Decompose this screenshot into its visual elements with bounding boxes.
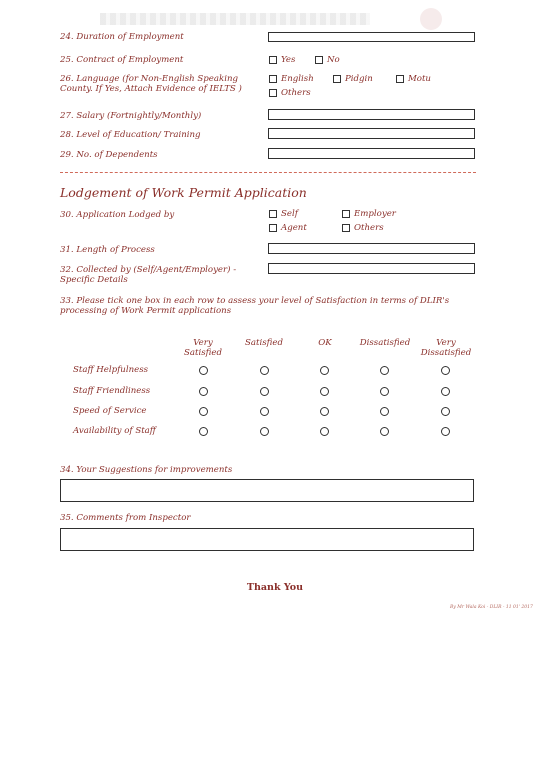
contract-yes-label: Yes (281, 55, 296, 65)
contract-no-label: No (327, 55, 340, 65)
staff-helpfulness-satisfied-radio[interactable] (260, 366, 269, 375)
thank-you-text: Thank You (246, 582, 304, 593)
q27-label: 27. Salary (Fortnightly/Monthly) (60, 111, 202, 121)
q35-label: 35. Comments from Inspector (60, 513, 191, 523)
language-pidgin-label: Pidgin (345, 74, 373, 84)
q31-label: 31. Length of Process (60, 245, 155, 255)
column-satisfied-line1: Satisfied (245, 338, 283, 348)
footnote: By Mr Wala Koi - DLIR - 11 01' 2017 (450, 605, 533, 610)
column-dissatisfied (354, 338, 416, 348)
staff-friendliness-very-satisfied-radio[interactable] (199, 387, 208, 396)
dependents-field[interactable] (268, 148, 475, 159)
staff-helpfulness-very-dissatisfied-radio[interactable] (441, 366, 450, 375)
contract-yes-checkbox[interactable] (269, 56, 277, 64)
speed-of-service-very-satisfied-radio[interactable] (199, 407, 208, 416)
contract-no-checkbox[interactable] (315, 56, 323, 64)
column-very-dissatisfied-line1: Very (436, 338, 456, 348)
staff-helpfulness-dissatisfied-radio[interactable] (380, 366, 389, 375)
q33-label-line2: processing of Work Permit applications (60, 306, 232, 316)
duration-of-employment-field[interactable] (268, 32, 475, 42)
staff-friendliness-very-dissatisfied-radio[interactable] (441, 387, 450, 396)
lodged-agent-checkbox[interactable] (269, 224, 277, 232)
language-english-label: English (281, 74, 314, 84)
speed-of-service-very-dissatisfied-radio[interactable] (441, 407, 450, 416)
bleed-through-header (100, 13, 370, 25)
q33-label-line1: 33. Please tick one box in each row to assess your level of Satisfaction in terms of DLIR's (60, 296, 450, 306)
language-pidgin-checkbox[interactable] (333, 75, 341, 83)
bleed-through-logo (420, 8, 442, 30)
q34-label: 34. Your Suggestions for improvements (60, 465, 233, 475)
q28-label: 28. Level of Education/ Training (60, 130, 201, 140)
inspector-comments-textarea[interactable] (60, 528, 474, 551)
lodged-self-checkbox[interactable] (269, 210, 277, 218)
section-title: Lodgement of Work Permit Application (60, 185, 307, 200)
column-ok-line1: OK (318, 338, 332, 348)
availability-of-staff-satisfied-radio[interactable] (260, 427, 269, 436)
column-very-satisfied (178, 338, 228, 358)
availability-of-staff-very-dissatisfied-radio[interactable] (441, 427, 450, 436)
q29-label: 29. No. of Dependents (60, 150, 158, 160)
q32-label-line2: Specific Details (60, 275, 128, 285)
lodged-agent-label: Agent (281, 223, 307, 233)
language-english-checkbox[interactable] (269, 75, 277, 83)
staff-friendliness-satisfied-radio[interactable] (260, 387, 269, 396)
salary-field[interactable] (268, 109, 475, 120)
q26-label-line1: 26. Language (for Non-English Speaking (60, 74, 238, 84)
q30-label: 30. Application Lodged by (60, 210, 175, 220)
availability-of-staff-dissatisfied-radio[interactable] (380, 427, 389, 436)
language-others-label: Others (281, 88, 311, 98)
staff-friendliness-dissatisfied-radio[interactable] (380, 387, 389, 396)
collected-by-field[interactable] (268, 263, 475, 274)
lodged-employer-checkbox[interactable] (342, 210, 350, 218)
section-divider (60, 172, 476, 173)
length-of-process-field[interactable] (268, 243, 475, 254)
rating-row-label: Availability of Staff (73, 426, 156, 436)
lodged-self-label: Self (281, 209, 298, 219)
language-motu-checkbox[interactable] (396, 75, 404, 83)
column-dissatisfied-line1: Dissatisfied (359, 338, 411, 348)
column-very-satisfied-line2: Satisfied (184, 348, 222, 358)
staff-friendliness-ok-radio[interactable] (320, 387, 329, 396)
q32-label-line1: 32. Collected by (Self/Agent/Employer) - (60, 265, 237, 275)
rating-row-label: Staff Friendliness (73, 386, 151, 396)
staff-helpfulness-ok-radio[interactable] (320, 366, 329, 375)
language-others-checkbox[interactable] (269, 89, 277, 97)
q24-label: 24. Duration of Employment (60, 32, 184, 42)
language-motu-label: Motu (408, 74, 431, 84)
lodged-employer-label: Employer (354, 209, 396, 219)
q25-label: 25. Contract of Employment (60, 55, 184, 65)
lodged-others-checkbox[interactable] (342, 224, 350, 232)
column-very-satisfied-line1: Very (193, 338, 213, 348)
availability-of-staff-ok-radio[interactable] (320, 427, 329, 436)
speed-of-service-dissatisfied-radio[interactable] (380, 407, 389, 416)
education-field[interactable] (268, 128, 475, 139)
lodged-others-label: Others (354, 223, 384, 233)
speed-of-service-ok-radio[interactable] (320, 407, 329, 416)
column-very-dissatisfied (414, 338, 478, 358)
suggestions-textarea[interactable] (60, 479, 474, 502)
column-very-dissatisfied-line2: Dissatisfied (420, 348, 472, 358)
q26-label-line2: County. If Yes, Attach Evidence of IELTS ) (60, 84, 242, 94)
column-ok (300, 338, 350, 348)
availability-of-staff-very-satisfied-radio[interactable] (199, 427, 208, 436)
staff-helpfulness-very-satisfied-radio[interactable] (199, 366, 208, 375)
rating-row-label: Staff Helpfulness (73, 365, 149, 375)
rating-row-label: Speed of Service (73, 406, 147, 416)
column-satisfied (236, 338, 292, 348)
speed-of-service-satisfied-radio[interactable] (260, 407, 269, 416)
